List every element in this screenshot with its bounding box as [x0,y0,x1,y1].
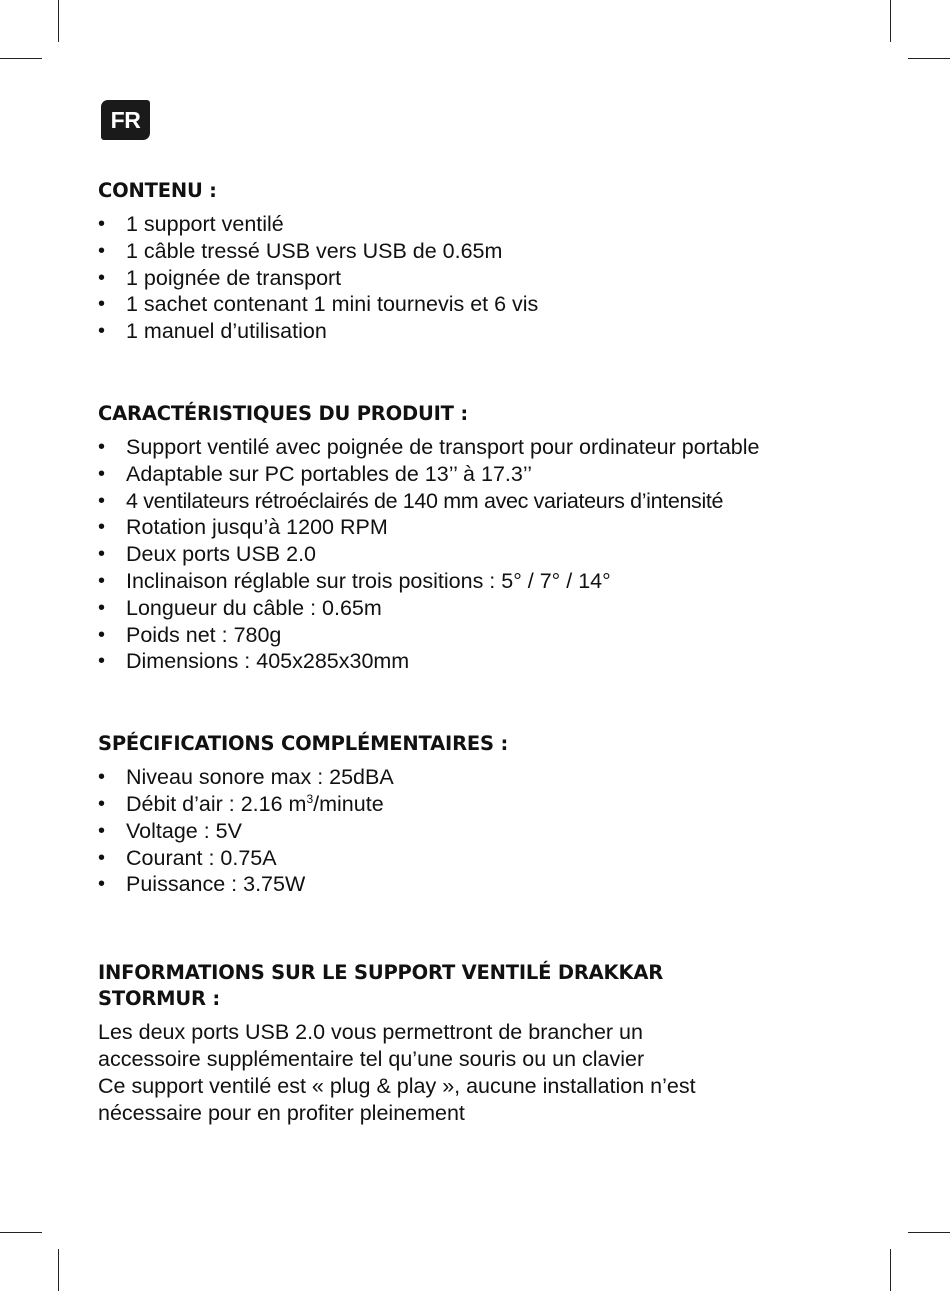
info-title-line-1: INFORMATIONS SUR LE SUPPORT VENTILÉ DRAKKAR [98,961,664,985]
list-item: • Dimensions : 405x285x30mm [98,649,410,674]
crop-mark-top-right-horizontal [908,58,950,59]
list-item: • Poids net : 780g [98,622,282,647]
bullet-icon: • [98,462,106,485]
features-title: CARACTÉRISTIQUES DU PRODUIT : [98,401,468,425]
list-item: • Puissance : 3.75W [98,872,306,897]
language-badge: FR [101,100,150,140]
crop-mark-top-left-vertical [58,0,59,42]
crop-mark-bottom-left-horizontal [0,1232,42,1233]
info-title [98,960,838,1012]
list-item: • Rotation jusqu’à 1200 RPM [98,515,388,540]
manual-content [98,178,838,1126]
list-item: • 1 poignée de transport [98,265,342,290]
list-item: • 1 manuel d’utilisation [98,319,327,344]
list-item: • Support ventilé avec poignée de transport pour ordinateur portable [98,434,760,459]
contents-list [98,211,838,345]
superscript: 3 [306,791,314,806]
list-item: • Voltage : 5V [98,818,242,843]
list-item: • Niveau sonore max : 25dBA [98,765,394,790]
specs-title: SPÉCIFICATIONS COMPLÉMENTAIRES : [98,732,509,756]
list-item: • 1 câble tressé USB vers USB de 0.65m [98,238,503,263]
list-item: • 1 support ventilé [98,212,284,236]
crop-mark-top-left-horizontal [0,58,42,59]
bullet-icon: • [98,293,106,316]
bullet-icon: • [98,435,106,458]
bullet-icon: • [98,623,106,646]
bullet-icon: • [98,213,106,235]
list-item: • 4 ventilateurs rétroéclairés de 140 mm avec variateurs d’intensité [98,488,724,513]
bullet-icon: • [98,320,106,343]
info-title-line-2: STORMUR : [98,987,220,1011]
list-item: • 1 sachet contenant 1 mini tournevis et 6 vis [98,292,539,317]
bullet-icon: • [98,819,106,842]
bullet-icon: • [98,846,106,869]
bullet-icon: • [98,569,106,592]
list-item: • Adaptable sur PC portables de 13’’ à 17.3’’ [98,461,532,486]
features-list [98,434,838,675]
crop-mark-top-right-vertical [890,0,891,42]
list-item: • Inclinaison réglable sur trois positions : 5° / 7° / 14° [98,568,611,593]
bullet-icon: • [98,650,106,673]
bullet-icon: • [98,873,106,896]
crop-mark-bottom-left-vertical [58,1249,59,1291]
specs-list [98,764,838,898]
info-paragraph [98,1019,838,1126]
list-item: • Longueur du câble : 0.65m [98,595,382,620]
bullet-icon: • [98,489,106,512]
bullet-icon: • [98,596,106,619]
list-item: • Deux ports USB 2.0 [98,542,317,567]
bullet-icon: • [98,543,106,566]
crop-mark-bottom-right-horizontal [908,1232,950,1233]
list-item: • Débit d’air : 2.16 $m^3$/minute [98,791,384,816]
bullet-icon: • [98,766,106,789]
info-line-1: Les deux ports USB 2.0 vous permettront de brancher un [98,1020,643,1045]
info-line-4: nécessaire pour en profiter pleinement [98,1100,465,1125]
bullet-icon: • [98,266,106,289]
crop-mark-bottom-right-vertical [890,1249,891,1291]
info-line-3: Ce support ventilé est « plug & play », aucune installation n’est [98,1073,696,1098]
contents-title: CONTENU : [98,179,217,202]
info-line-2: accessoire supplémentaire tel qu’une souris ou un clavier [98,1046,645,1071]
bullet-icon: • [98,792,106,815]
list-item: • Courant : 0.75A [98,845,277,870]
bullet-icon: • [98,239,106,262]
bullet-icon: • [98,516,106,539]
